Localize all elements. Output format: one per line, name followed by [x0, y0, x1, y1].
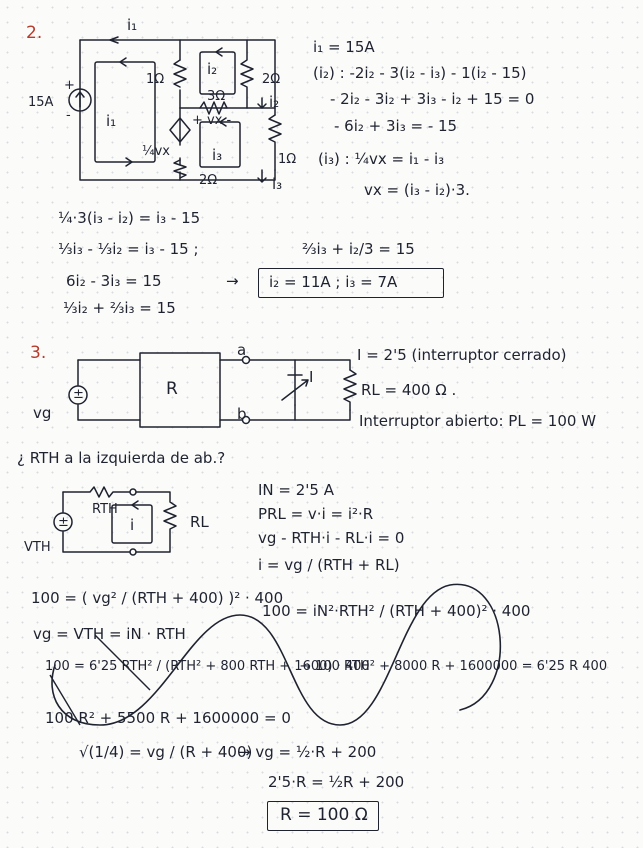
- question-rth: ¿ RTH a la izquierda de ab.?: [17, 449, 226, 467]
- work-line-1: ¼·3(i₃ - i₂) = i₃ - 15: [58, 209, 201, 227]
- problem-3-circuit: [50, 341, 350, 435]
- node-a-label: a: [237, 341, 247, 359]
- thev-rth-label: RTH: [92, 502, 118, 517]
- label-r5: 2Ω: [199, 173, 218, 188]
- result-text: i₂ = 11A ; i₃ = 7A: [269, 273, 398, 291]
- work-line-3: ⅔i₃ + i₂/3 = 15: [302, 240, 415, 258]
- vg-sign: ±: [73, 387, 84, 402]
- final-line-3: 2'5·R = ½R + 200: [268, 773, 405, 791]
- equation-line-2: (i₂) : -2i₂ - 3(i₂ - i₃) - 1(i₂ - 15): [313, 64, 527, 82]
- switch-i-label: I: [309, 368, 314, 386]
- answer-box: [267, 801, 379, 831]
- work-line-2: ⅓i₃ - ⅓i₂ = i₃ - 15 ;: [58, 240, 199, 258]
- thev-vth-label: VTH: [24, 540, 51, 555]
- brace-equation: 100 = iN²·RTH² / (RTH + 400)² · 400: [262, 602, 531, 620]
- scribble-cross-out: [40, 575, 640, 735]
- struck-line-2: → 100 RTH² + 8000 R + 1600000 = 6'25 R 400: [300, 659, 608, 674]
- thev-rl-label: RL: [190, 513, 209, 531]
- given-1: I = 2'5 (interruptor cerrado): [357, 346, 567, 364]
- label-source-minus: -: [66, 108, 71, 123]
- given-2: RL = 400 Ω .: [361, 381, 457, 399]
- thev-eq-2: PRL = v·i = i²·R: [258, 505, 374, 523]
- equation-line-6: vx = (i₃ - i₂)·3.: [364, 181, 470, 199]
- label-i2-branch: i₂: [269, 93, 280, 111]
- label-r4: 1Ω: [278, 152, 297, 167]
- problem-2-circuit: [50, 16, 300, 200]
- label-vx: + vx -: [192, 113, 232, 128]
- result-box: [258, 268, 444, 298]
- label-i3-branch: i₃: [272, 175, 283, 193]
- label-r2: 2Ω: [262, 72, 281, 87]
- node-b-label: b: [237, 405, 247, 423]
- label-mesh-i3: i₃: [212, 146, 223, 164]
- work-arrow: →: [226, 272, 239, 290]
- struck-line-1: 100 = 6'25 RTH² / (RTH² + 800 RTH + 1600) · 400: [45, 659, 370, 674]
- thevenin-circuit: [50, 480, 190, 565]
- label-i1-top: i₁: [127, 16, 138, 34]
- thev-sign: ±: [58, 515, 69, 530]
- label-r1: 1Ω: [146, 72, 165, 87]
- label-mesh-i2: i₂: [207, 60, 218, 78]
- final-line-1: √(1/4) = vg / (R + 400): [79, 743, 253, 761]
- thev-eq-3: vg - RTH·i - RL·i = 0: [258, 529, 405, 547]
- equation-line-4: - 6i₂ + 3i₃ = - 15: [334, 117, 458, 135]
- final-line-2: → vg = ½·R + 200: [238, 743, 377, 761]
- vg-label: vg: [33, 404, 52, 422]
- power-equation: 100 = ( vg² / (RTH + 400) )² · 400: [31, 589, 284, 607]
- label-mesh-i1: i₁: [106, 112, 117, 130]
- label-dep-source: ¼vx: [142, 144, 170, 159]
- equation-line-3: - 2i₂ - 3i₂ + 3i₃ - i₂ + 15 = 0: [330, 90, 535, 108]
- block-r-label: R: [166, 379, 178, 399]
- thev-i-label: i: [130, 516, 135, 534]
- thev-eq-4: i = vg / (RTH + RL): [258, 556, 400, 574]
- answer-text: R = 100 Ω: [280, 805, 368, 825]
- struck-line-3: 100 R² + 5500 R + 1600000 = 0: [45, 709, 291, 727]
- label-r3: 3Ω: [207, 89, 226, 104]
- label-source-value: 15A: [28, 95, 54, 110]
- given-3: Interruptor abierto: PL = 100 W: [359, 412, 597, 430]
- thev-eq-1: IN = 2'5 A: [258, 481, 334, 499]
- problem-2-number: 2.: [26, 23, 43, 43]
- label-source-plus: +: [64, 78, 75, 93]
- equation-line-1: i₁ = 15A: [313, 38, 375, 56]
- equation-line-5: (i₃) : ¼vx = i₁ - i₃: [318, 150, 445, 168]
- work-line-5: ⅓i₂ + ⅔i₃ = 15: [63, 299, 176, 317]
- work-line-4: 6i₂ - 3i₃ = 15: [66, 272, 162, 290]
- vg-equation: vg = VTH = iN · RTH: [33, 625, 186, 643]
- problem-3-number: 3.: [30, 343, 47, 363]
